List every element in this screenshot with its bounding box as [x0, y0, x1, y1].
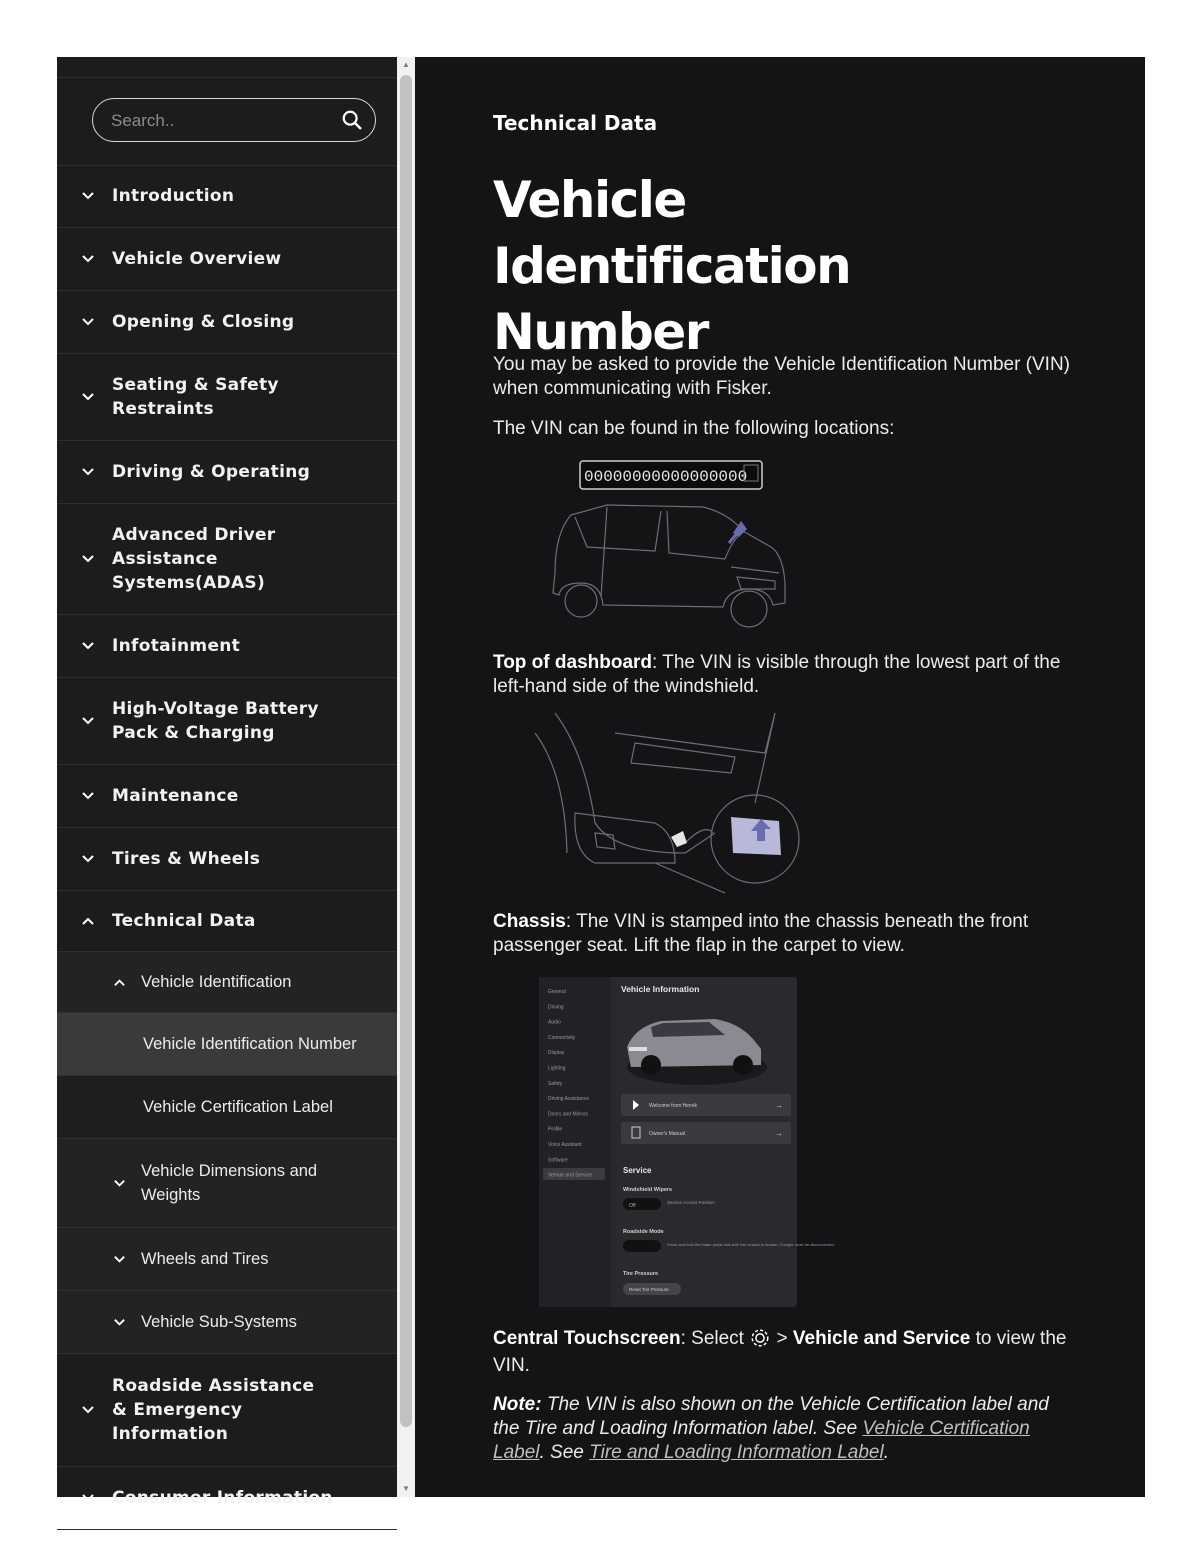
- sidebar-item-driving-operating[interactable]: [57, 441, 397, 504]
- touchscreen-text-before: : Select: [680, 1328, 750, 1349]
- scroll-thumb[interactable]: [400, 75, 412, 1427]
- touchscreen-paragraph: [493, 1325, 1073, 1379]
- sidebar-subitem-label: Vehicle Identification: [141, 973, 292, 991]
- sidebar-item-vehicle-overview[interactable]: [57, 228, 397, 291]
- screen-menu-item: Vehicle and Service: [548, 1172, 592, 1179]
- scroll-up-arrow-icon[interactable]: ▲: [402, 60, 410, 69]
- sidebar-item-tires-wheels[interactable]: [57, 828, 397, 891]
- chassis-vin-illustration: [535, 713, 805, 899]
- search-input[interactable]: [109, 99, 333, 142]
- chevron-up-icon: [81, 914, 95, 928]
- chevron-down-icon: [81, 852, 95, 866]
- screen-service: Service: [623, 1166, 652, 1175]
- sidebar-subitem-label: Vehicle Sub-Systems: [141, 1313, 297, 1331]
- tire-loading-link[interactable]: Tire and Loading Information Label: [589, 1442, 884, 1463]
- sidebar-item-label: Vehicle Overview: [112, 249, 282, 269]
- chassis-text: : The VIN is stamped into the chassis beneath the front passenger seat. Lift the flap in the carpet to view.: [493, 911, 1029, 956]
- chevron-up-icon: [113, 976, 126, 989]
- sidebar-item-label: Opening & Closing: [112, 312, 295, 332]
- screen-roadside-desc: Press and hold the brake pedal and shift into neutral to enable. Charger must be disconnected.: [667, 1242, 835, 1247]
- dashboard-term: Top of dashboard: [493, 652, 653, 673]
- screen-menu-item: Connectivity: [548, 1034, 576, 1041]
- chevron-down-icon: [113, 1177, 126, 1190]
- screen-menu-item: Audio: [548, 1019, 561, 1026]
- touchscreen-separator: >: [771, 1328, 793, 1349]
- sidebar-item-roadside[interactable]: [57, 1354, 397, 1467]
- chevron-down-icon: [81, 189, 95, 203]
- svg-text:→: →: [775, 1129, 783, 1138]
- screen-menu-item: Profile: [548, 1126, 563, 1133]
- screen-tire-btn: Reset Tire Pressure: [629, 1287, 669, 1292]
- sidebar-item-label: High-Voltage Battery Pack & Charging: [112, 699, 319, 743]
- screen-menu-item: Doors and Mirrors: [548, 1111, 589, 1118]
- note-paragraph: [493, 1393, 1073, 1465]
- sidebar-leaf-vin[interactable]: [57, 1013, 397, 1076]
- svg-text:→: →: [775, 1101, 783, 1110]
- screen-wipers-desc: Service Access Position: [667, 1200, 715, 1205]
- screen-menu-item: Safety: [548, 1080, 563, 1087]
- sidebar-item-label: Roadside Assistance & Emergency Information: [112, 1376, 315, 1444]
- chevron-down-icon: [81, 714, 95, 728]
- locations-paragraph: The VIN can be found in the following locations:: [493, 418, 895, 439]
- search-icon[interactable]: [341, 109, 363, 131]
- dashboard-vin-illustration: [543, 455, 793, 645]
- gear-icon: [749, 1327, 771, 1349]
- sidebar-item-label: Infotainment: [112, 636, 241, 656]
- note-label: Note:: [493, 1394, 542, 1415]
- sidebar-item-adas[interactable]: [57, 504, 397, 615]
- note-text: The VIN is also shown on the Vehicle Certification label and the Tire and Loading Information label. See: [493, 1394, 1049, 1439]
- screen-menu-item: General: [548, 989, 566, 995]
- screen-tire: Tire Pressure: [623, 1271, 659, 1277]
- sidebar-item-label: Introduction: [112, 186, 235, 206]
- sidebar-item-opening-closing[interactable]: [57, 291, 397, 354]
- screen-toggle-off: Off: [629, 1203, 636, 1209]
- scroll-down-arrow-icon[interactable]: ▼: [402, 1484, 410, 1493]
- sidebar-item-introduction[interactable]: [57, 165, 397, 228]
- screen-menu-item: Driving: [548, 1004, 564, 1011]
- sidebar-subitem-vehicle-identification[interactable]: [57, 952, 397, 1013]
- sidebar-item-infotainment[interactable]: [57, 615, 397, 678]
- sidebar-item-label: Advanced Driver Assistance Systems(ADAS): [112, 525, 276, 593]
- sidebar-subitem-label: Vehicle Dimensions and Weights: [141, 1162, 318, 1204]
- chevron-down-icon: [113, 1316, 126, 1329]
- screen-menu-item: Software: [548, 1157, 568, 1164]
- chevron-down-icon: [81, 789, 95, 803]
- sidebar-item-label: Tires & Wheels: [112, 849, 261, 869]
- screen-header: Vehicle Information: [621, 984, 700, 994]
- sidebar-subitem-dimensions-weights[interactable]: [57, 1139, 397, 1228]
- search-section: [57, 77, 397, 166]
- sidebar-scrollbar[interactable]: [397, 57, 415, 1497]
- sidebar-item-label: Driving & Operating: [112, 462, 311, 482]
- sidebar-item-label: Consumer Information: [112, 1488, 333, 1508]
- screen-button2: Owner's Manual: [649, 1131, 685, 1137]
- sidebar-item-label: Maintenance: [112, 786, 239, 806]
- chevron-down-icon: [81, 639, 95, 653]
- touchscreen-term: Central Touchscreen: [493, 1328, 681, 1349]
- sidebar: [57, 57, 397, 1508]
- sidebar-item-technical-data[interactable]: [57, 891, 397, 952]
- chevron-down-icon: [81, 390, 95, 404]
- screen-wipers: Windshield Wipers: [623, 1187, 673, 1193]
- chevron-down-icon: [113, 1253, 126, 1266]
- screen-roadside: Roadside Mode: [623, 1229, 664, 1235]
- sidebar-subitem-sub-systems[interactable]: [57, 1291, 397, 1354]
- sidebar-subitem-wheels-tires[interactable]: [57, 1228, 397, 1291]
- main-content: [415, 57, 1145, 1497]
- vehicle-certification-link[interactable]: Vehicle Certification Label: [493, 1418, 1030, 1463]
- touchscreen-illustration: [539, 977, 835, 1307]
- sidebar-item-hv-battery[interactable]: [57, 678, 397, 765]
- chevron-down-icon: [81, 465, 95, 479]
- sidebar-nav: [57, 165, 397, 1530]
- note-end: .: [883, 1442, 889, 1463]
- sidebar-item-maintenance[interactable]: [57, 765, 397, 828]
- sidebar-item-consumer-info[interactable]: [57, 1467, 397, 1530]
- chevron-down-icon: [81, 1403, 95, 1417]
- touchscreen-text-after: to view the VIN.: [493, 1328, 1067, 1376]
- dashboard-paragraph: [493, 651, 1073, 699]
- intro-paragraph: You may be asked to provide the Vehicle Identification Number (VIN) when communicating with Fisker.: [493, 354, 1071, 399]
- chevron-down-icon: [81, 552, 95, 566]
- page-title: Vehicle Identification Number: [493, 171, 851, 361]
- app-frame: [57, 57, 1145, 1508]
- touchscreen-path: Vehicle and Service: [792, 1328, 971, 1349]
- screen-menu-item: Voice Assistant: [548, 1142, 582, 1148]
- screen-menu-item: Display: [548, 1050, 565, 1057]
- dashboard-text: : The VIN is visible through the lowest part of the left-hand side of the windshield.: [493, 652, 1061, 697]
- screen-button1: Welcome from Henrik: [649, 1103, 697, 1109]
- sidebar-item-label: Technical Data: [112, 911, 256, 931]
- sidebar-leaf-certification-label[interactable]: [57, 1076, 397, 1139]
- screen-menu-item: Lighting: [548, 1065, 566, 1072]
- sidebar-item-label: Seating & Safety Restraints: [112, 375, 279, 419]
- vin-plate-text: 00000000000000000: [584, 468, 748, 486]
- chevron-down-icon: [81, 1491, 95, 1505]
- sidebar-item-seating-safety[interactable]: [57, 354, 397, 441]
- screen-menu-item: Driving Assistance: [548, 1096, 589, 1103]
- chevron-down-icon: [81, 252, 95, 266]
- chassis-paragraph: [493, 910, 1073, 958]
- section-title: Technical Data: [493, 111, 658, 135]
- note-mid: . See: [539, 1442, 590, 1463]
- sidebar-leaf-label: Vehicle Certification Label: [143, 1097, 333, 1116]
- chassis-term: Chassis: [493, 911, 566, 932]
- chevron-down-icon: [81, 315, 95, 329]
- sidebar-subitem-label: Wheels and Tires: [141, 1250, 269, 1268]
- sidebar-leaf-label: Vehicle Identification Number: [143, 1034, 357, 1053]
- search-box[interactable]: [92, 98, 376, 142]
